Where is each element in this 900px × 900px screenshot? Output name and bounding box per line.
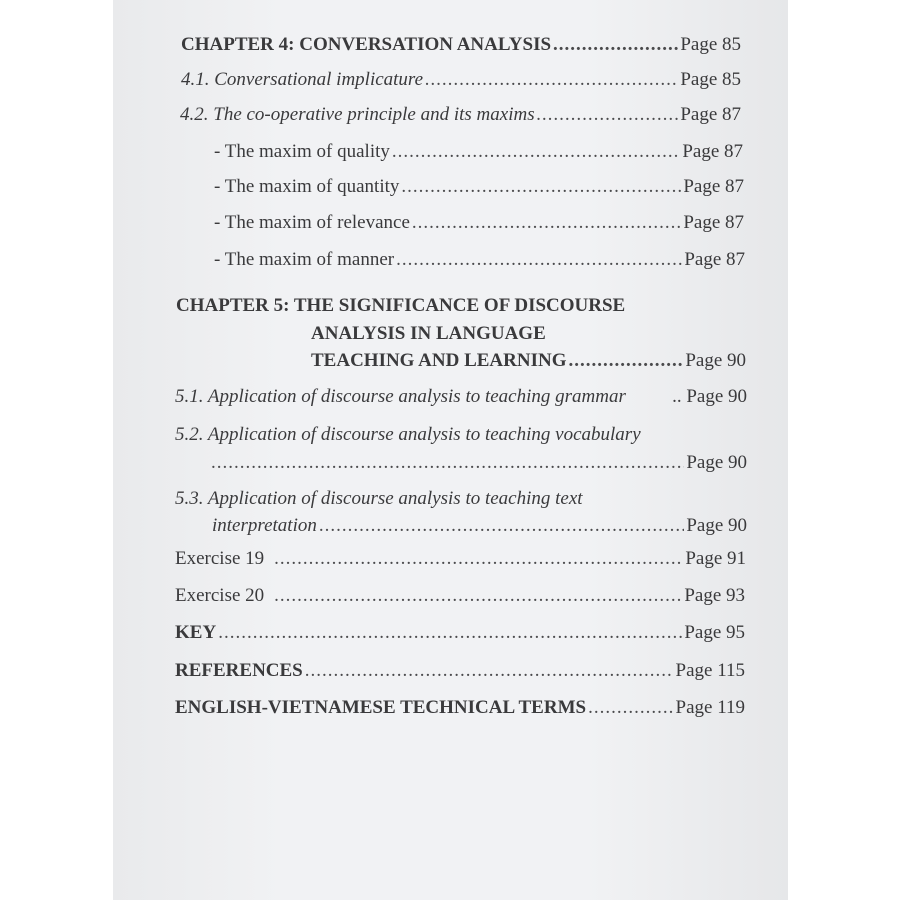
- toc-chapter-5-line-1: CHAPTER 5: THE SIGNIFICANCE OF DISCOURSE: [176, 295, 626, 316]
- toc-page: Page 90: [686, 452, 747, 473]
- toc-page: Page 87: [682, 141, 743, 162]
- dot-leader: [211, 452, 684, 474]
- toc-chapter-5-line-2: ANALYSIS IN LANGUAGE: [311, 323, 546, 344]
- toc-entry-key: [175, 622, 745, 644]
- dot-leader: [553, 34, 678, 56]
- toc-page: Page 87: [683, 176, 744, 197]
- toc-entry-5-2: [211, 452, 747, 474]
- toc-page: Page 115: [675, 660, 745, 681]
- toc-entry-exercise-19: [175, 548, 746, 570]
- dot-leader: [537, 104, 679, 126]
- toc-entry-maxim-manner: [214, 249, 745, 271]
- toc-entry-5-2-title: 5.2. Application of discourse analysis to teaching vocabulary: [175, 424, 641, 445]
- toc-title: ENGLISH-VIETNAMESE TECHNICAL TERMS: [175, 697, 587, 718]
- dot-leader: [274, 585, 682, 607]
- toc-page: Page 91: [685, 548, 746, 569]
- dot-leader: [412, 212, 681, 234]
- toc-page: Page 90: [686, 515, 747, 536]
- dot-leader: [588, 697, 673, 719]
- toc-entry-technical-terms: [175, 697, 745, 719]
- toc-title: Exercise 19: [175, 548, 265, 569]
- toc-entry-5-1: [175, 386, 747, 408]
- toc-title: 4.1. Conversational implicature: [181, 69, 424, 90]
- toc-page: Page 90: [685, 350, 746, 371]
- toc-title: - The maxim of relevance: [214, 212, 410, 233]
- toc-entry-5-3-title: 5.3. Application of discourse analysis to teaching text: [175, 488, 583, 509]
- toc-page: Page 119: [675, 697, 745, 718]
- toc-entry-5-3: [212, 515, 747, 537]
- toc-entry-4-2: [180, 104, 741, 126]
- toc-page: Page 87: [683, 212, 744, 233]
- toc-title: - The maxim of quality: [214, 141, 390, 162]
- toc-title: REFERENCES: [175, 660, 303, 681]
- toc-title: KEY: [175, 622, 217, 643]
- toc-title: Exercise 20: [175, 585, 265, 606]
- toc-entry-exercise-20: [175, 585, 745, 607]
- toc-page: Page 85: [680, 69, 741, 90]
- dot-leader: [568, 350, 683, 372]
- toc-page: Page 95: [684, 622, 745, 643]
- dot-leader: [305, 660, 674, 682]
- toc-page: Page 93: [684, 585, 745, 606]
- toc-entry-chapter-5: [311, 350, 746, 372]
- toc-entry-references: [175, 660, 745, 682]
- dot-leader: [401, 176, 681, 198]
- toc-page: .. Page 90: [672, 386, 747, 407]
- toc-entry-chapter-4: [181, 34, 741, 56]
- toc-title: TEACHING AND LEARNING: [311, 350, 567, 371]
- toc-entry-maxim-quality: [214, 141, 743, 163]
- toc-entry-maxim-relevance: [214, 212, 744, 234]
- dot-leader: [425, 69, 678, 91]
- dot-leader: [396, 249, 682, 271]
- toc-title: - The maxim of quantity: [214, 176, 400, 197]
- toc-page: Page 87: [680, 104, 741, 125]
- toc-title: CHAPTER 4: CONVERSATION ANALYSIS: [181, 34, 552, 55]
- dot-leader: [274, 548, 683, 570]
- toc-title: interpretation: [212, 515, 317, 536]
- book-page: [113, 0, 788, 900]
- dot-leader: [319, 515, 684, 537]
- toc-title: 4.2. The co-operative principle and its maxims: [180, 104, 535, 125]
- toc-page: Page 87: [684, 249, 745, 270]
- dot-leader: [218, 622, 682, 644]
- toc-page: Page 85: [680, 34, 741, 55]
- dot-leader: [392, 141, 680, 163]
- toc-entry-maxim-quantity: [214, 176, 744, 198]
- toc-title: 5.1. Application of discourse analysis to teaching grammar: [175, 386, 626, 407]
- toc-entry-4-1: [181, 69, 741, 91]
- toc-title: - The maxim of manner: [214, 249, 395, 270]
